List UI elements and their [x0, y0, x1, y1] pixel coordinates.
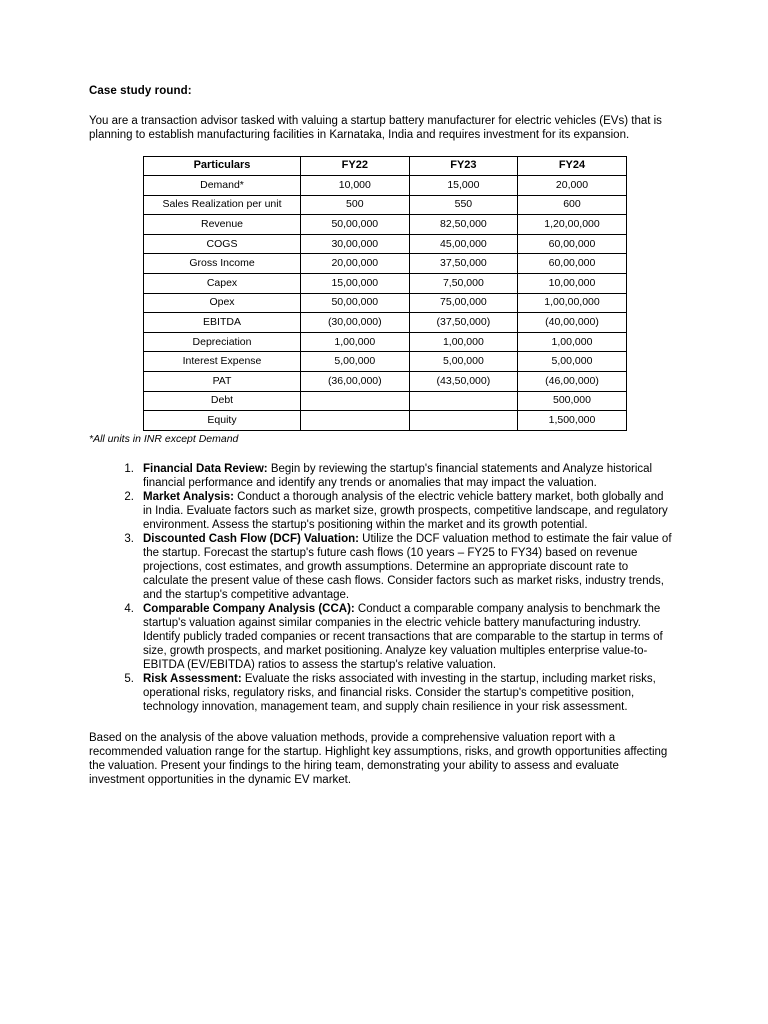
list-item-lead: Comparable Company Analysis (CCA):	[143, 602, 355, 615]
cell-fy23	[409, 391, 518, 411]
cell-fy24: 500,000	[518, 391, 627, 411]
table-row	[144, 293, 627, 313]
row-label: COGS	[144, 234, 301, 254]
cell-fy23: 1,00,000	[409, 332, 518, 352]
list-item-lead: Discounted Cash Flow (DCF) Valuation:	[143, 532, 359, 545]
row-label: Gross Income	[144, 254, 301, 274]
cell-fy24: 20,000	[518, 176, 627, 196]
cell-fy23: 7,50,000	[409, 274, 518, 294]
cell-fy22	[301, 391, 410, 411]
table-row	[144, 195, 627, 215]
table-header-row	[144, 156, 627, 176]
list-item-number: 1.	[124, 462, 134, 475]
list-item	[89, 602, 675, 672]
financial-table	[143, 156, 627, 431]
cell-fy23: 75,00,000	[409, 293, 518, 313]
cell-fy22: 10,000	[301, 176, 410, 196]
cell-fy23: (43,50,000)	[409, 372, 518, 392]
cell-fy22: 30,00,000	[301, 234, 410, 254]
row-label: Debt	[144, 391, 301, 411]
list-item-body: Utilize the DCF valuation method to estimate the fair value of the startup. Forecast the startup's future cash flows (10 years – FY25 to FY34) based on revenue projections, cost estimates, and growth assumptions. Determine an appropriate discount rate to calculate the present value of these cash flows. Consider factors such as market risks, industry trends, and the startup's competitive advantage.	[143, 532, 672, 601]
cell-fy24: 1,500,000	[518, 411, 627, 431]
row-label: Revenue	[144, 215, 301, 235]
closing-paragraph: Based on the analysis of the above valuation methods, provide a comprehensive valuation report with a recommended valuation range for the startup. Highlight key assumptions, risks, and growth opportunities affecting the valuation. Present your findings to the hiring team, demonstrating your ability to assess and evaluate investment opportunities in the dynamic EV market.	[89, 731, 668, 786]
row-label: Interest Expense	[144, 352, 301, 372]
cell-fy23: 550	[409, 195, 518, 215]
list-item	[89, 490, 675, 532]
document-body	[89, 85, 675, 798]
table-body	[144, 176, 627, 431]
list-item-body: Begin by reviewing the startup's financial statements and Analyze historical financial performance and identify any trends or anomalies that may impact the valuation.	[143, 462, 653, 489]
cell-fy23: 82,50,000	[409, 215, 518, 235]
table-row	[144, 176, 627, 196]
financial-table-wrapper	[143, 156, 626, 431]
list-item-body: Conduct a thorough analysis of the electric vehicle battery market, both globally and in India. Evaluate factors such as market size, growth prospects, competitive landscape, and regulatory environment. Assess the startup's positioning within the market and its growth potential.	[143, 490, 668, 531]
table-footnote: *All units in INR except Demand	[89, 432, 239, 445]
cell-fy24: 60,00,000	[518, 254, 627, 274]
list-item-number: 5.	[124, 672, 134, 685]
cell-fy24: 1,00,000	[518, 332, 627, 352]
table-row	[144, 411, 627, 431]
column-header-fy22: FY22	[301, 156, 410, 176]
cell-fy24: 600	[518, 195, 627, 215]
row-label: Opex	[144, 293, 301, 313]
list-item-number: 3.	[124, 532, 134, 545]
list-item	[89, 532, 675, 602]
cell-fy24: (46,00,000)	[518, 372, 627, 392]
cell-fy22: 500	[301, 195, 410, 215]
cell-fy24: 5,00,000	[518, 352, 627, 372]
cell-fy24: 10,00,000	[518, 274, 627, 294]
list-item-lead: Market Analysis:	[143, 490, 234, 503]
table-row	[144, 313, 627, 333]
row-label: Capex	[144, 274, 301, 294]
cell-fy22: 1,00,000	[301, 332, 410, 352]
cell-fy23: 15,000	[409, 176, 518, 196]
table-row	[144, 215, 627, 235]
cell-fy23: 45,00,000	[409, 234, 518, 254]
table-row	[144, 332, 627, 352]
cell-fy23	[409, 411, 518, 431]
row-label: Depreciation	[144, 332, 301, 352]
row-label: Demand*	[144, 176, 301, 196]
column-header-particulars: Particulars	[144, 156, 301, 176]
column-header-fy23: FY23	[409, 156, 518, 176]
cell-fy24: 1,00,00,000	[518, 293, 627, 313]
cell-fy22: 20,00,000	[301, 254, 410, 274]
column-header-fy24: FY24	[518, 156, 627, 176]
row-label: Sales Realization per unit	[144, 195, 301, 215]
list-item-number: 4.	[124, 602, 134, 615]
cell-fy22: (36,00,000)	[301, 372, 410, 392]
table-row	[144, 352, 627, 372]
list-item-body: Evaluate the risks associated with investing in the startup, including market risks, operational risks, regulatory risks, and financial risks. Consider the startup's competitive position, technology innovation, management team, and supply chain resilience in your risk assessment.	[143, 672, 656, 713]
table-row	[144, 391, 627, 411]
row-label: Equity	[144, 411, 301, 431]
table-header	[144, 156, 627, 176]
cell-fy22	[301, 411, 410, 431]
cell-fy22: 15,00,000	[301, 274, 410, 294]
cell-fy22: (30,00,000)	[301, 313, 410, 333]
spacer	[89, 99, 675, 114]
row-label: PAT	[144, 372, 301, 392]
table-row	[144, 274, 627, 294]
list-item	[89, 462, 675, 490]
table-row	[144, 254, 627, 274]
cell-fy23: (37,50,000)	[409, 313, 518, 333]
list-item-number: 2.	[124, 490, 134, 503]
list-item	[89, 672, 675, 714]
cell-fy22: 50,00,000	[301, 293, 410, 313]
list-item-body: Conduct a comparable company analysis to benchmark the startup's valuation against similar companies in the electric vehicle battery manufacturing industry. Identify publicly traded companies or recent transactions that are comparable to the startup in terms of size, growth prospects, and market positioning. Analyze key valuation multiples enterprise value-to-EBITDA (EV/EBITDA) ratios to assess the startup's relative valuation.	[143, 602, 663, 671]
page-title: Case study round:	[89, 85, 192, 97]
list-item-lead: Financial Data Review:	[143, 462, 268, 475]
cell-fy24: 1,20,00,000	[518, 215, 627, 235]
list-item-lead: Risk Assessment:	[143, 672, 242, 685]
table-row	[144, 372, 627, 392]
intro-paragraph: You are a transaction advisor tasked with valuing a startup battery manufacturer for electric vehicles (EVs) that is planning to establish manufacturing facilities in Karnataka, India and requires investment for its expansion.	[89, 114, 662, 141]
cell-fy23: 5,00,000	[409, 352, 518, 372]
cell-fy24: 60,00,000	[518, 234, 627, 254]
valuation-steps-list	[89, 462, 675, 714]
cell-fy22: 5,00,000	[301, 352, 410, 372]
table-row	[144, 234, 627, 254]
cell-fy22: 50,00,000	[301, 215, 410, 235]
cell-fy23: 37,50,000	[409, 254, 518, 274]
cell-fy24: (40,00,000)	[518, 313, 627, 333]
row-label: EBITDA	[144, 313, 301, 333]
